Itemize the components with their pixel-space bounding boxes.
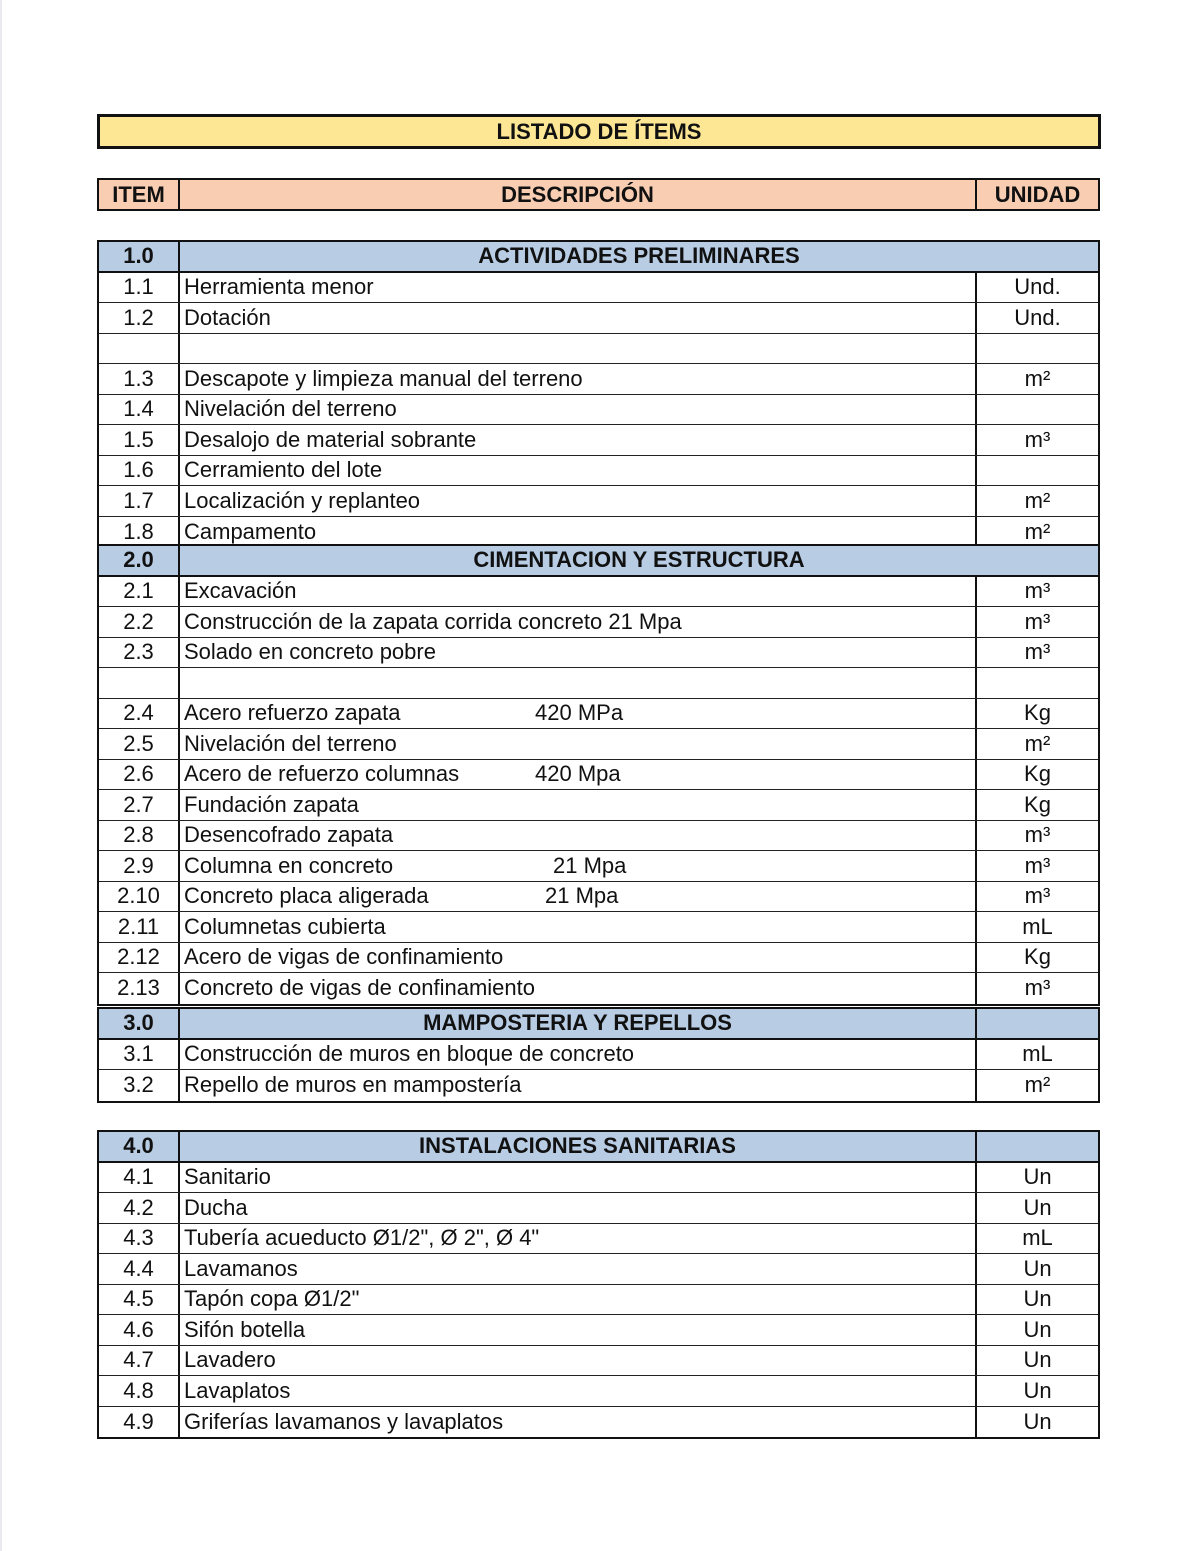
table-row	[99, 1193, 1098, 1224]
section-number: 1.0	[99, 242, 180, 271]
item-description: Construcción de la zapata corrida concreto 21 Mpa	[180, 607, 977, 637]
table-row	[99, 1285, 1098, 1316]
item-description-text: Columna en concreto	[184, 852, 394, 878]
item-number: 2.11	[99, 912, 180, 942]
item-description: Excavación	[180, 577, 977, 607]
table-row	[99, 1407, 1098, 1438]
table-row	[99, 821, 1098, 852]
item-description: Fundación zapata	[180, 790, 977, 820]
item-number: 1.1	[99, 273, 180, 303]
section-title: CIMENTACION Y ESTRUCTURA	[473, 547, 805, 573]
table-row	[99, 1315, 1098, 1346]
table-row	[99, 729, 1098, 760]
table-header	[97, 178, 1100, 211]
item-unit	[977, 456, 1098, 486]
item-unit: Und.	[1014, 274, 1061, 300]
item-number: 2.3	[99, 638, 180, 668]
item-number: 3.1	[99, 1040, 180, 1070]
item-unit: m³	[1024, 975, 1051, 1001]
item-unit: Un	[1023, 1164, 1052, 1190]
item-description	[180, 882, 977, 912]
item-description: Concreto de vigas de confinamiento	[180, 973, 977, 1004]
table-row	[99, 577, 1098, 608]
item-description: Desalojo de material sobrante	[180, 425, 977, 455]
item-number: 1.5	[99, 425, 180, 455]
item-unit	[977, 334, 1098, 364]
table-row	[99, 790, 1098, 821]
item-number: 2.8	[99, 821, 180, 851]
item-number	[99, 668, 180, 698]
item-number: 2.6	[99, 760, 180, 790]
item-description: Herramienta menor	[180, 273, 977, 303]
section-title: ACTIVIDADES PRELIMINARES	[478, 243, 800, 269]
item-description	[180, 334, 977, 364]
item-unit: Un	[1023, 1408, 1052, 1434]
item-description	[180, 851, 977, 881]
item-unit: m²	[1024, 365, 1051, 391]
table-row	[99, 943, 1098, 974]
item-number: 2.12	[99, 943, 180, 973]
item-number: 4.1	[99, 1163, 180, 1193]
item-unit: m²	[1024, 487, 1051, 513]
table-row	[99, 638, 1098, 669]
table-row	[99, 1224, 1098, 1255]
item-number: 1.6	[99, 456, 180, 486]
item-number: 1.3	[99, 364, 180, 394]
section-number: 2.0	[99, 546, 180, 575]
item-unit: Un	[1023, 1194, 1052, 1220]
item-number: 2.4	[99, 699, 180, 729]
item-number: 1.7	[99, 486, 180, 516]
table-row	[99, 1163, 1098, 1194]
item-unit	[977, 668, 1098, 698]
item-description: Nivelación del terreno	[180, 395, 977, 425]
table-row	[99, 1254, 1098, 1285]
item-unit: mL	[1022, 1041, 1053, 1067]
table-row	[99, 851, 1098, 882]
item-description-text: Acero refuerzo zapata	[184, 700, 401, 726]
header-item: ITEM	[99, 180, 180, 209]
item-unit: Kg	[1024, 700, 1051, 726]
header-unit: UNIDAD	[994, 181, 1081, 207]
item-spec: 420 Mpa	[535, 761, 621, 787]
item-description: Tubería acueducto Ø1/2", Ø 2", Ø 4"	[180, 1224, 977, 1254]
section-title: MAMPOSTERIA Y REPELLOS	[180, 1009, 977, 1038]
item-spec: 21 Mpa	[553, 852, 627, 878]
item-unit: Kg	[1024, 791, 1051, 817]
item-spec: 21 Mpa	[545, 883, 619, 909]
item-unit	[977, 395, 1098, 425]
table-row	[99, 882, 1098, 913]
item-description	[180, 668, 977, 698]
item-description: Sifón botella	[180, 1315, 977, 1345]
item-number	[99, 334, 180, 364]
section-header	[99, 1132, 1098, 1163]
item-description: Descapote y limpieza manual del terreno	[180, 364, 977, 394]
item-description: Campamento	[180, 517, 977, 548]
item-spec: 420 MPa	[535, 700, 624, 726]
section-2	[97, 544, 1100, 1006]
section-header	[99, 242, 1098, 273]
item-description: Construcción de muros en bloque de concreto	[180, 1040, 977, 1070]
item-unit: Kg	[1024, 761, 1051, 787]
item-unit: m³	[1024, 426, 1051, 452]
section-number: 3.0	[99, 1009, 180, 1038]
table-row	[99, 973, 1098, 1004]
item-number: 1.2	[99, 303, 180, 333]
item-unit: Un	[1023, 1377, 1052, 1403]
item-description-text: Concreto placa aligerada	[184, 883, 429, 909]
table-row	[99, 425, 1098, 456]
item-unit: m³	[1024, 608, 1051, 634]
item-description: Cerramiento del lote	[180, 456, 977, 486]
item-number: 2.7	[99, 790, 180, 820]
item-number: 4.5	[99, 1285, 180, 1315]
item-number: 2.1	[99, 577, 180, 607]
table-row	[99, 1346, 1098, 1377]
item-unit: mL	[1022, 913, 1053, 939]
item-number: 1.4	[99, 395, 180, 425]
item-unit: Kg	[1024, 944, 1051, 970]
item-description: Lavaplatos	[180, 1376, 977, 1406]
item-unit: Un	[1023, 1286, 1052, 1312]
item-number: 4.8	[99, 1376, 180, 1406]
item-description: Dotación	[180, 303, 977, 333]
table-row	[99, 1070, 1098, 1101]
item-number: 4.6	[99, 1315, 180, 1345]
table-row	[99, 699, 1098, 730]
table-row	[99, 456, 1098, 487]
item-description: Ducha	[180, 1193, 977, 1223]
item-number: 2.13	[99, 973, 180, 1004]
item-unit: m³	[1024, 578, 1051, 604]
item-unit: Un	[1023, 1347, 1052, 1373]
item-description: Sanitario	[180, 1163, 977, 1193]
table-row-empty	[99, 668, 1098, 699]
item-number: 4.2	[99, 1193, 180, 1223]
table-row	[99, 517, 1098, 548]
section-header	[99, 546, 1098, 577]
item-unit: m³	[1024, 822, 1051, 848]
item-description: Columnetas cubierta	[180, 912, 977, 942]
item-number: 4.7	[99, 1346, 180, 1376]
item-number: 2.5	[99, 729, 180, 759]
item-unit: mL	[1022, 1225, 1053, 1251]
table-row	[99, 395, 1098, 426]
item-description: Nivelación del terreno	[180, 729, 977, 759]
item-unit: Und.	[1014, 304, 1061, 330]
table-row	[99, 364, 1098, 395]
item-description: Solado en concreto pobre	[180, 638, 977, 668]
table-row-empty	[99, 334, 1098, 365]
item-number: 2.10	[99, 882, 180, 912]
item-description: Acero de vigas de confinamiento	[180, 943, 977, 973]
item-unit: Un	[1023, 1316, 1052, 1342]
section-4	[97, 1130, 1100, 1439]
header-description: DESCRIPCIÓN	[180, 180, 977, 209]
item-number: 4.3	[99, 1224, 180, 1254]
item-unit: Un	[1023, 1255, 1052, 1281]
table-row	[99, 607, 1098, 638]
table-row	[99, 273, 1098, 304]
item-description-text: Acero de refuerzo columnas	[184, 761, 460, 787]
table-row	[99, 1040, 1098, 1071]
page-title: LISTADO DE ÍTEMS	[97, 114, 1101, 149]
item-unit: m³	[1024, 883, 1051, 909]
item-unit: m²	[1024, 518, 1051, 544]
item-description: Griferías lavamanos y lavaplatos	[180, 1407, 977, 1438]
item-description: Lavamanos	[180, 1254, 977, 1284]
item-unit: m³	[1024, 852, 1051, 878]
table-row	[99, 486, 1098, 517]
item-description	[180, 699, 977, 729]
item-description: Desencofrado zapata	[180, 821, 977, 851]
table-row	[99, 1376, 1098, 1407]
item-description: Localización y replanteo	[180, 486, 977, 516]
item-unit: m²	[1024, 1072, 1051, 1098]
item-number: 4.4	[99, 1254, 180, 1284]
item-number: 2.2	[99, 607, 180, 637]
table-row	[99, 303, 1098, 334]
item-number: 2.9	[99, 851, 180, 881]
item-unit: m³	[1024, 639, 1051, 665]
item-description	[180, 760, 977, 790]
section-title: INSTALACIONES SANITARIAS	[180, 1132, 977, 1161]
section-header	[99, 1009, 1098, 1040]
item-description: Tapón copa Ø1/2"	[180, 1285, 977, 1315]
section-number: 4.0	[99, 1132, 180, 1161]
item-unit: m²	[1024, 730, 1051, 756]
table-row	[99, 760, 1098, 791]
item-number: 1.8	[99, 517, 180, 548]
item-description: Lavadero	[180, 1346, 977, 1376]
section-3	[97, 1007, 1100, 1103]
table-row	[99, 912, 1098, 943]
item-number: 3.2	[99, 1070, 180, 1101]
item-number: 4.9	[99, 1407, 180, 1438]
item-description: Repello de muros en mampostería	[180, 1070, 977, 1101]
section-1	[97, 240, 1100, 549]
